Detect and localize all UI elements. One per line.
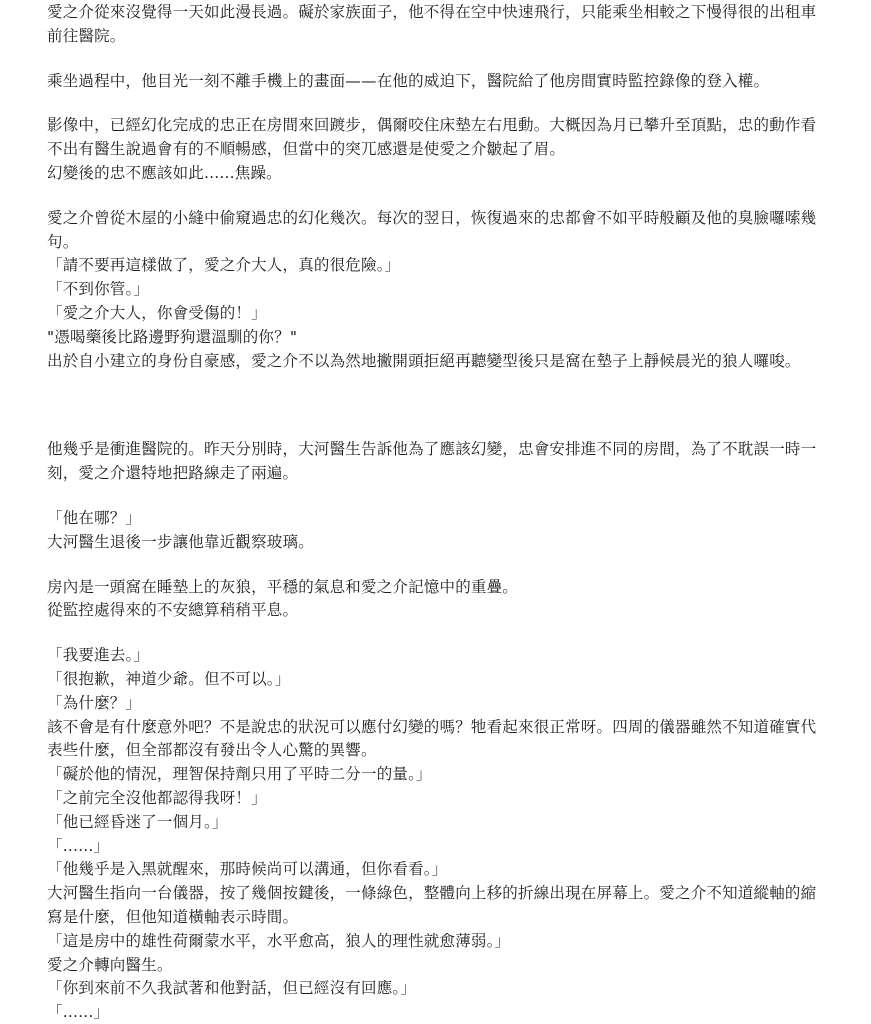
paragraph-line: 「請不要再這樣做了，愛之介大人，真的很危險。」	[47, 256, 401, 275]
paragraph-line: 「之前完全沒他都認得我呀！」	[47, 788, 267, 807]
paragraph-spacer	[47, 93, 823, 114]
paragraph-line: 「不到你管。」	[47, 280, 150, 299]
paragraph-line: 從監控處得來的不安總算稍稍平息。	[47, 601, 299, 620]
paragraph-line: 「礙於他的情況，理智保持劑只用了平時二分一的量。」	[47, 765, 432, 784]
paragraph-line: 「愛之介大人，你會受傷的！」	[47, 303, 267, 322]
paragraph-spacer	[47, 49, 823, 70]
paragraph-line: "憑喝藥後比路邊野狗還溫馴的你？"	[47, 327, 298, 346]
paragraph-line: 「......」	[47, 836, 110, 855]
paragraph-line: 「這是房中的雄性荷爾蒙水平，水平愈高，狼人的理性就愈薄弱。」	[47, 931, 511, 950]
paragraph-spacer	[47, 486, 823, 507]
paragraph-line: 「我要進去。」	[47, 646, 150, 665]
paragraph-line: 「為什麼？」	[47, 693, 142, 712]
paragraph-line: 「......」	[47, 1003, 110, 1022]
section-spacer	[47, 373, 823, 438]
paragraph-line: 大河醫生指向一台儀器，按了幾個按鍵後，一條綠色，整體向上移的折線出現在屏幕上。愛之介不知道縱軸的縮寫是什麼，但他知道橫軸表示時間。	[47, 884, 817, 926]
paragraph-line: 該不會是有什麼意外吧？不是說忠的狀況可以應付幻變的嗎？牠看起來很正常呀。四周的儀器雖然不知道確實代表些什麼，但全部都沒有發出令人心驚的異響。	[47, 717, 817, 760]
paragraph-spacer	[47, 623, 823, 644]
paragraph-line: 愛之介從來沒覺得一天如此漫長過。礙於家族面子，他不得在空中快速飛行，只能乘坐相較之下慢得很的出租車前往醫院。	[47, 3, 817, 45]
paragraph-spacer	[47, 186, 823, 207]
paragraph-line: 大河醫生退後一步讓他靠近觀察玻璃。	[47, 532, 314, 551]
paragraph-line: 「很抱歉，神道少爺。但不可以。」	[47, 669, 291, 688]
paragraph-line: 愛之介轉向醫生。	[47, 955, 173, 974]
paragraph-line: 「他已經昏迷了一個月。」	[47, 812, 228, 831]
paragraph-line: 房內是一頭窩在睡墊上的灰狼，平穩的氣息和愛之介記憶中的重疊。	[47, 577, 519, 596]
paragraph-line: 他幾乎是衝進醫院的。昨天分別時，大河醫生告訴他為了應該幻變，忠會安排進不同的房間，為了不耽誤一時一刻，愛之介還特地把路線走了兩遍。	[47, 440, 817, 483]
paragraph-line: 影像中，已經幻化完成的忠正在房間來回踱步，偶爾咬住床墊左右甩動。大概因為月已攀升至頂點，忠的動作看不出有醫生說過會有的不順暢感，但當中的突兀感還是使愛之介皺起了眉。	[47, 116, 817, 159]
story-text	[47, 1, 823, 1024]
paragraph-line: 乘坐過程中，他目光一刻不離手機上的畫面——在他的威迫下，醫院給了他房間實時監控錄像的登入權。	[47, 71, 770, 90]
paragraph-line: 「他幾乎是入黑就醒來，那時候尚可以溝通，但你看看。」	[47, 860, 448, 879]
paragraph-line: 出於自小建立的身份自豪感，愛之介不以為然地撇開頭拒絕再聽變型後只是窩在墊子上靜候晨光的狼人囉唆。	[47, 351, 801, 370]
paragraph-line: 愛之介曾從木屋的小縫中偷窺過忠的幻化幾次。每次的翌日，恢復過來的忠都會不如平時般顧及他的臭臉囉嗦幾句。	[47, 208, 817, 251]
paragraph-line: 「他在哪？」	[47, 508, 142, 527]
paragraph-line: 幻變後的忠不應該如此......焦躁。	[47, 163, 282, 182]
paragraph-spacer	[47, 555, 823, 576]
paragraph-line: 「你到來前不久我試著和他對話，但已經沒有回應。」	[47, 979, 417, 998]
